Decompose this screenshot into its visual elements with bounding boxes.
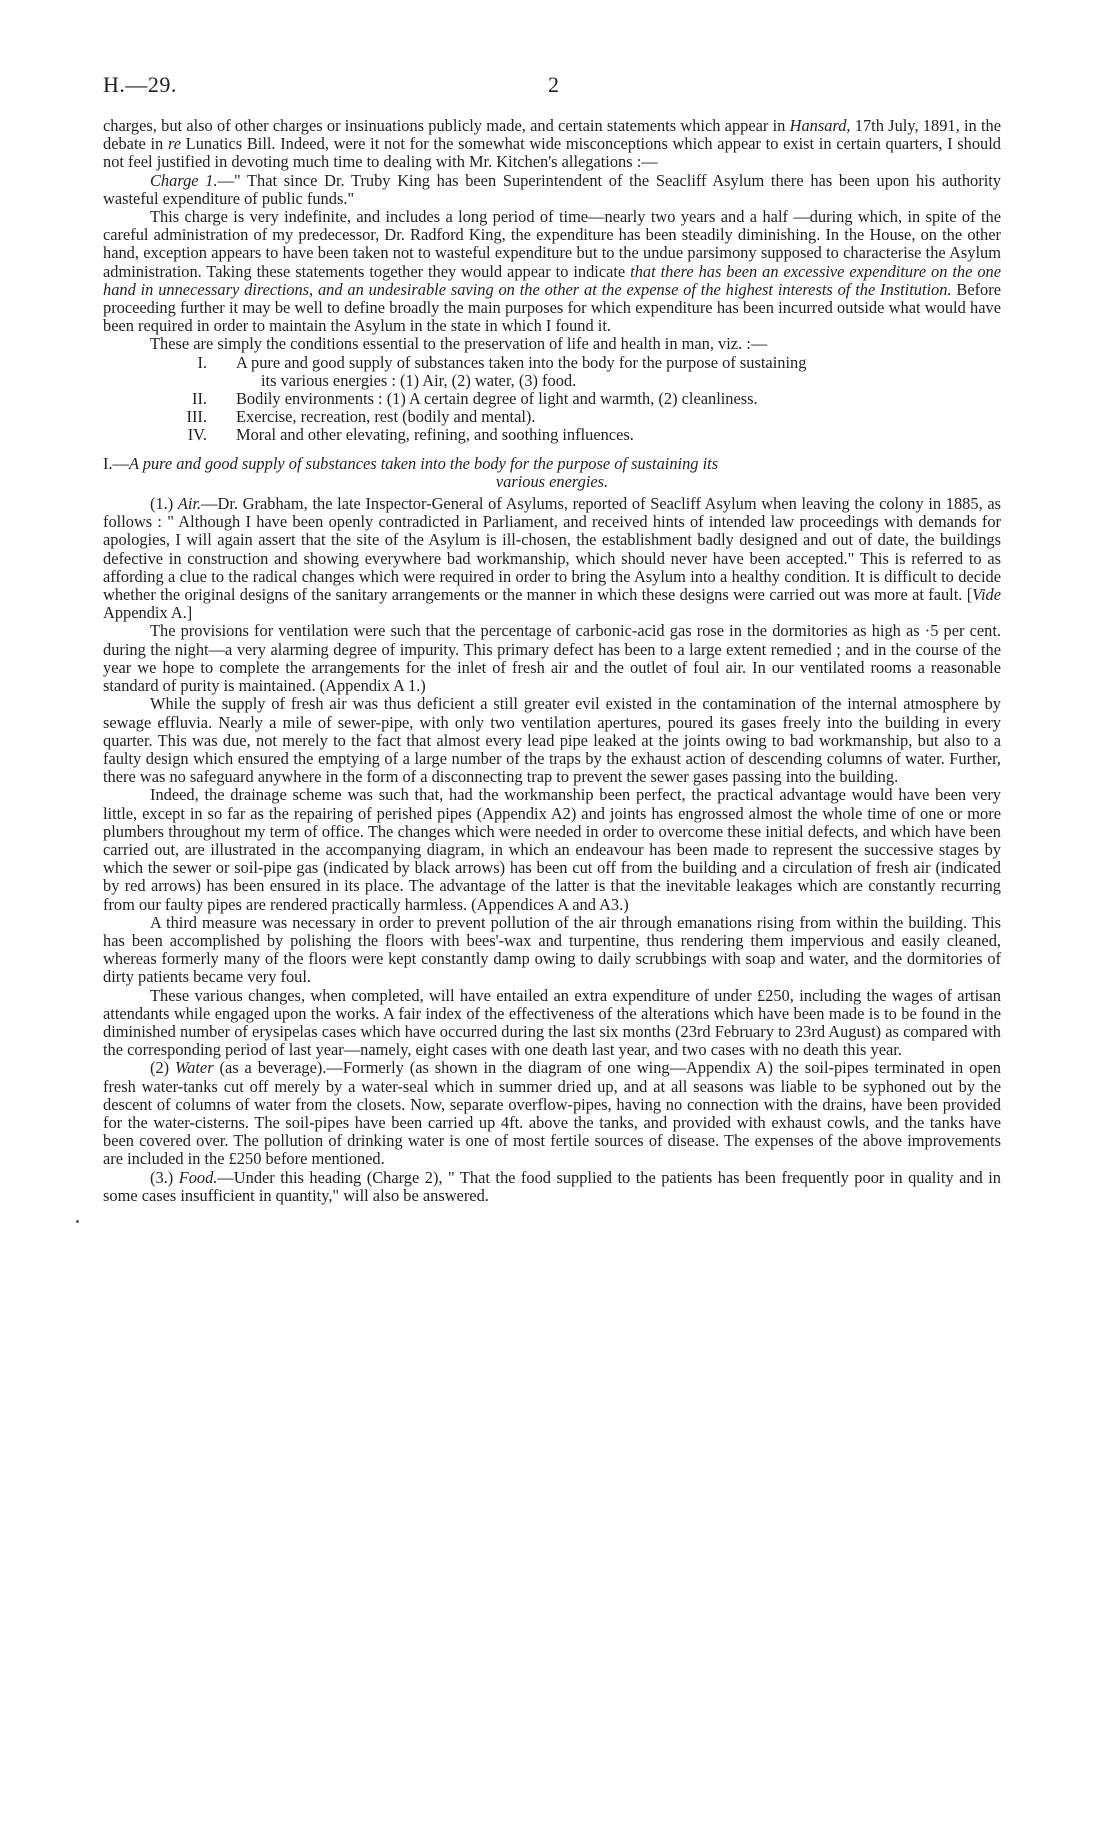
paragraph-changes: These various changes, when completed, will have entailed an extra expenditure of under £250, including the wages of artisan attendants while engaged upon the works. A fair index of the effectiveness of the alterations which have been made is to be found in the diminished number of erysipelas cases which have occurred during the last six months (23rd February to 23rd August) as compared with the corresponding period of last year—namely, eight cases with one death last year, and two cases with no death this year. — [103, 985, 1001, 1060]
paragraph-food — [103, 1169, 1001, 1205]
text-run: —Under this heading (Charge 2), " That the food supplied to the patients has been frequently poor in quality and in some cases insufficient in quantity," will also be answered. — [103, 1167, 1001, 1205]
text-run: Before proceeding further it may be well to define broadly the main purposes for which expenditure has been incurred outside what would have been required in order to maintain the Asylum in the state in which I found it. — [103, 279, 1001, 336]
list-number: II. — [191, 389, 207, 409]
italic-vide: Vide — [972, 585, 1001, 605]
list-item-continuation — [103, 372, 1001, 390]
italic-emphasis: that there has been an excessive expenditure on the one hand in unnecessary directions, and an undesirable saving on the other at the expense of the highest interests of the Institution. — [103, 261, 1001, 299]
text-run: Lunatics Bill. Indeed, were it not for the somewhat wide misconceptions which appear to exist in certain quarters, I should not feel justified in devoting much time to dealing with Mr. Kitchen's allegations :— — [103, 134, 1001, 172]
section-title: A pure and good supply of substances taken into the body for the purpose of sustaining its — [128, 453, 719, 473]
subheading-air: Air. — [177, 494, 202, 514]
text-run: This charge is very indefinite, and includes a long period of time—nearly two years and a half —during which, in spite of the careful administration of my predecessor, Dr. Radford King, the expenditure has been steadily diminishing. In the House, on the other hand, exception appears to have been taken not to wasteful expenditure but to the undue parsimony supposed to characterise the Asylum administration. Taking these statements together they would appear to indicate — [103, 207, 1001, 281]
italic-re: re — [167, 134, 181, 154]
paragraph-conditions: These are simply the conditions essential to the preservation of life and health in man, viz. :— — [150, 334, 768, 354]
text-run: charges, but also of other charges or insinuations publicly made, and certain statements which appear in — [103, 116, 790, 135]
text-run: (2) — [150, 1058, 176, 1078]
italic-hansard: Hansard, — [789, 116, 851, 135]
paragraph-sewage: While the supply of fresh air was thus deficient a still greater evil existed in the contamination of the internal atmosphere by sewage effluvia. Nearly a mile of sewer-pipe, with only two ventilation apertures, poured its gases freely into the building in every quarter. This was due, not merely to the fact that almost every lead pipe leaked at the joints owing to bad workmanship, but also to a faulty design which ensured the emptying of a large number of the traps by the exhaust action of descending columns of water. Further, there was no safeguard anywhere in the form of a disconnecting trap to prevent the sewer gases passing into the building. — [103, 694, 1001, 787]
subheading-food: Food. — [178, 1167, 218, 1187]
paragraph-air — [103, 495, 1001, 622]
text-run: (as a beverage).—Formerly (as shown in the diagram of one wing—Appendix A) the soil-pipes terminated in open fresh water-tanks cut off merely by a water-seal which in summer dried up, and at all seasons was liable to be syphoned out by the descent of columns of water from the closets. Now, separate overflow-pipes, having no connection with the drains, have been provided for the water-cisterns. The soil-pipes have been carried up 4ft. above the tanks, and provided with exhaust cowls, and the tanks have been covered over. The pollution of drinking water is one of most fertile sources of disease. The expenses of the above improvements are included in the £250 before mentioned. — [103, 1058, 1001, 1169]
list-text: its various energies : (1) Air, (2) water, (3) food. — [261, 370, 577, 390]
paragraph-drainage: Indeed, the drainage scheme was such that, had the workmanship been perfect, the practical advantage would have been very little, except in so far as the repairing of perished pipes (Appendix A2) and joints has engrossed almost the whole time of one or more plumbers throughout my term of office. The changes which were needed in order to overcome these initial defects, and which have been carried out, are illustrated in the accompanying diagram, in which an endeavour has been made to represent the successive stages by which the sewer or soil-pipe gas (indicated by black arrows) has been cut off from the building and a circulation of fresh air (indicated by red arrows) has been ensured in its place. The advantage of the latter is that the inevitable leakages which are constantly recurring from our faulty pipes are rendered practically harmless. (Appendices A and A3.) — [103, 785, 1001, 914]
page-header — [103, 72, 1003, 102]
paragraph-intro — [103, 117, 1001, 172]
text-run: Appendix A.] — [103, 603, 193, 623]
list-text: Moral and other elevating, refining, and soothing influences. — [236, 425, 634, 445]
list-number: IV. — [187, 425, 207, 445]
subheading-water: Water — [175, 1058, 214, 1078]
paragraph-charge-1 — [103, 172, 1001, 208]
list-text: Exercise, recreation, rest (bodily and mental). — [236, 407, 536, 427]
page-number: 2 — [548, 72, 560, 97]
paragraph-charge-discussion — [103, 208, 1001, 335]
section-heading — [103, 455, 1001, 473]
list-text: Bodily environments : (1) A certain degree of light and warmth, (2) cleanliness. — [236, 389, 758, 409]
list-number: III. — [186, 407, 207, 427]
document-id: H.—29. — [103, 72, 177, 97]
list-item — [103, 426, 1001, 444]
list-text: A pure and good supply of substances taken into the body for the purpose of sustaining — [236, 352, 807, 372]
section-heading-continued: various energies. — [495, 471, 609, 491]
paragraph-ventilation: The provisions for ventilation were such that the percentage of carbonic-acid gas rose in the dormitories as high as ·5 per cent. during the night—a very alarming degree of impurity. This primary defect has been to a large extent remedied ; and in the course of the year we hope to complete the arrangements for the inlet of fresh air and the outlet of foul air. In our ventilated rooms a reasonable standard of purity is maintained. (Appendix A 1.) — [103, 621, 1001, 696]
text-run: —" That since Dr. Truby King has been Superintendent of the Seacliff Asylum there has been upon his authority wasteful expenditure of public funds." — [103, 170, 1001, 208]
paragraph-third-measure: A third measure was necessary in order to prevent pollution of the air through emanations rising from within the building. This has been accomplished by polishing the floors with bees'-wax and turpentine, thus rendering them impervious and easily cleaned, whereas formerly many of the floors were kept constantly damp owing to daily scrubbings with soap and water, and the dormitories of dirty patients became very foul. — [103, 912, 1001, 987]
text-run: (3.) — [150, 1167, 179, 1187]
margin-speck — [76, 1220, 79, 1223]
document-body — [103, 117, 1001, 1205]
text-run: (1.) — [150, 494, 178, 514]
list-item — [103, 390, 1001, 408]
list-item — [103, 354, 1001, 372]
paragraph-water — [103, 1059, 1001, 1168]
conditions-list — [103, 354, 1001, 445]
text-run: —Dr. Grabham, the late Inspector-General of Asylums, reported of Seacliff Asylum when leaving the colony in 1885, as follows : " Although I have been openly contradicted in Parliament, and received hints of intended law proceedings with demands for apologies, I will again assert that the site of the Asylum is ill-chosen, the establishment badly designed and out of date, the buildings defective in construction and showing everywhere bad workmanship, which should never have been accepted." This is referred to as affording a clue to the radical changes which were required in order to bring the Asylum into a healthy condition. It is difficult to decide whether the original designs of the sanitary arrangements or the manner in which these designs were carried out was more at fault. [ — [103, 494, 1001, 605]
section-number: I.— — [103, 453, 129, 473]
list-item — [103, 408, 1001, 426]
text-run: 17th July, 1891, in the debate in — [103, 116, 1001, 154]
charge-label: Charge 1. — [150, 170, 218, 190]
list-number: I. — [197, 352, 207, 372]
